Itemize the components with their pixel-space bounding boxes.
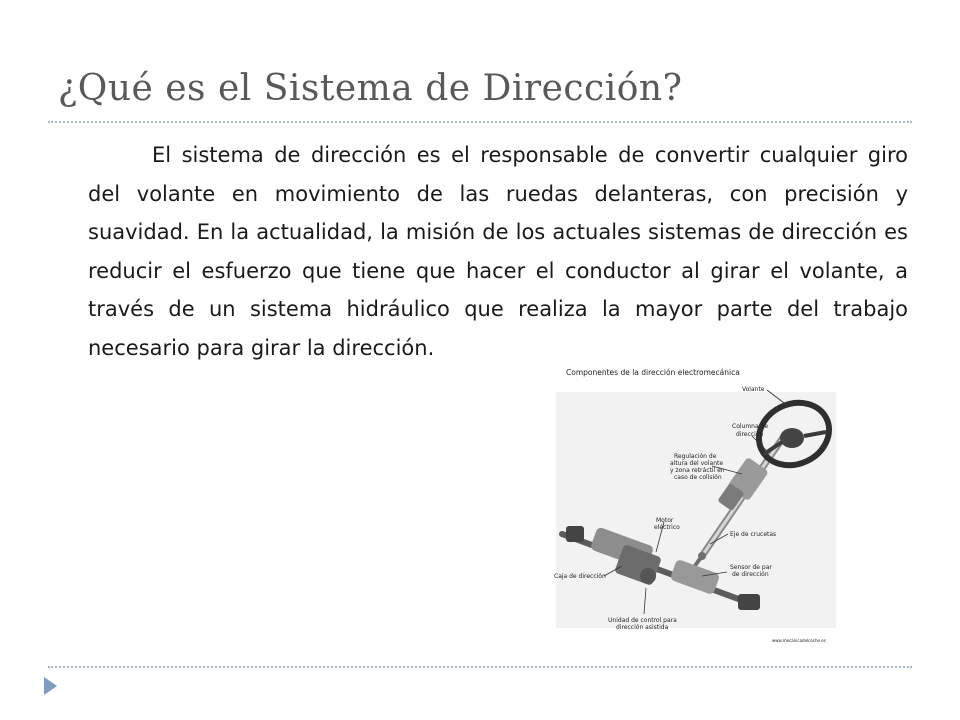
figure-background: [556, 392, 836, 628]
label-unidad-2: dirección asistida: [616, 624, 669, 631]
figure-caption: Componentes de la dirección electromecánica: [566, 368, 740, 377]
slide-title: ¿Qué es el Sistema de Dirección?: [58, 68, 683, 109]
label-regulacion-1: Regulación de: [674, 453, 717, 460]
label-sensor-1: Sensor de par: [730, 564, 772, 571]
footer-divider: [48, 666, 912, 668]
label-regulacion-2: altura del volante: [670, 460, 724, 467]
body-paragraph: El sistema de dirección es el responsable de convertir cualquier giro del volante en movimiento de las ruedas delanteras, con precisión y suavidad. En la actualidad, la misión de los actuales sistemas de dirección es reducir el esfuerzo que tiene que hacer el conductor al girar el volante, a través de un sistema hidráulico que realiza la mayor parte del trabajo necesario para girar la dirección.: [88, 143, 908, 360]
label-columna-1: Columna de: [732, 423, 769, 430]
figure-watermark: www.mecanicadelcoche.es: [772, 638, 826, 643]
label-sensor-2: de dirección: [732, 571, 769, 578]
label-regulacion-3: y zona retráctil en: [670, 467, 725, 474]
steering-system-figure: [552, 366, 840, 648]
label-regulacion-4: caso de colisión: [674, 474, 722, 481]
label-caja: Caja de dirección: [554, 573, 606, 580]
triangle-bullet-icon: [44, 677, 57, 695]
label-eje: Eje de crucetas: [730, 531, 777, 538]
label-volante: Volante: [742, 386, 765, 393]
label-motor-2: eléctrico: [654, 524, 680, 531]
title-divider: [48, 121, 912, 123]
label-unidad-1: Unidad de control para: [608, 617, 677, 624]
label-columna-2: dirección: [736, 431, 764, 438]
label-motor-1: Motor: [656, 517, 674, 524]
